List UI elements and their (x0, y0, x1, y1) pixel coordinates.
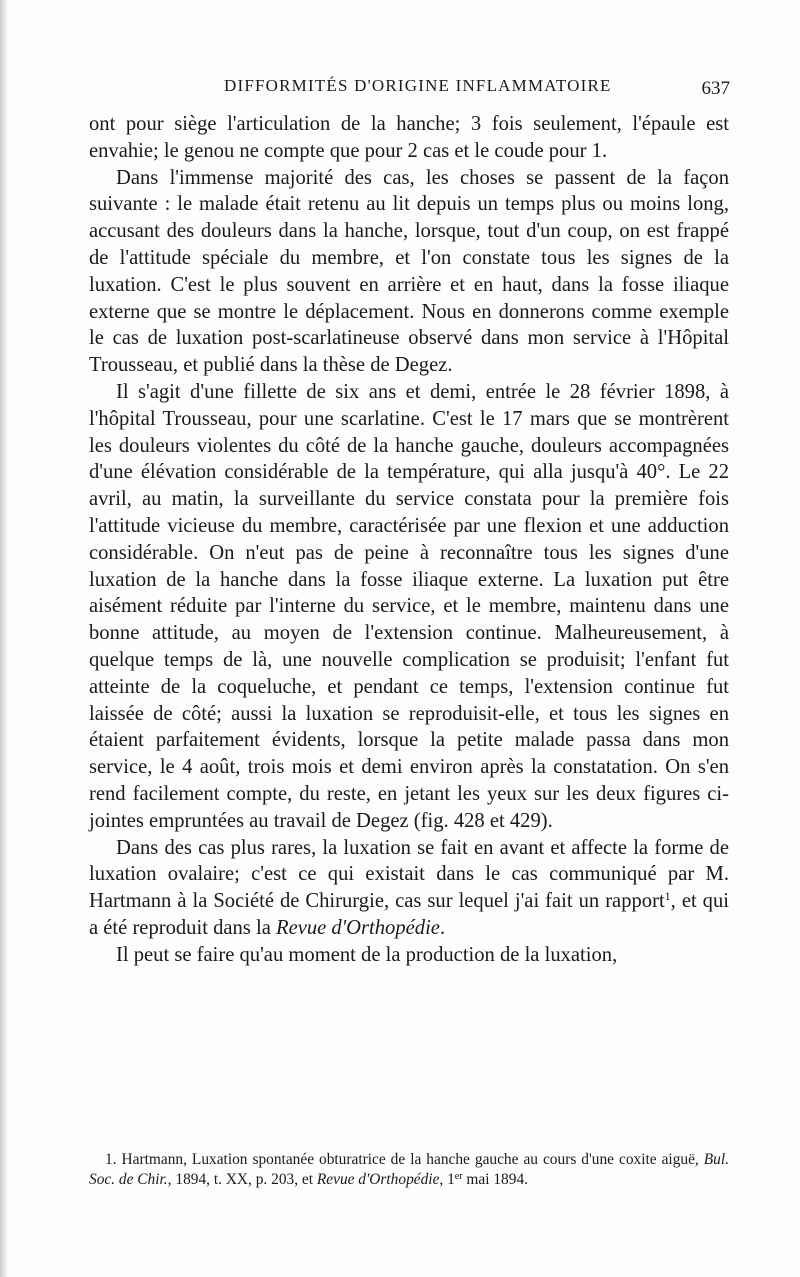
text-run: , et qui a été reproduit dans la (89, 890, 729, 939)
text-run: mai 1894. (462, 1170, 528, 1188)
paragraph (89, 379, 729, 835)
italic-text: Bul. Soc. de Chir. (89, 1151, 729, 1188)
author-name: M. Hartmann (89, 863, 729, 913)
footnote (89, 1150, 729, 1189)
body-text (89, 111, 729, 969)
text-run: . (439, 916, 446, 939)
page-number: 637 (701, 78, 730, 99)
text-run: ont pour siège l'articulation de la hanche; 3 fois seulement, l'épaule est envahie; le genou ne compte que pour 2 cas et le coude pour 1. (89, 113, 729, 162)
text-run: Il s'agit d'une fillette de six ans et demi, entrée le 28 février 1898, à l'hôpital Trousseau, pour une scarlatine. C'est le 17 mars que se montrèrent les douleurs violentes du côté de la hanche gauche, douleurs accompagnées d'une élévation considérable de la température, qui alla jusqu'à 40°. Le 22 avril, au matin, la surveillante du service constata pour la première fois l'attitude vicieuse du membre, caractérisée par une flexion et une adduction considérable. On n'eut pas de peine à reconnaître tous les signes d'une luxation de la hanche dans la fosse iliaque externe. La luxation put être aisément réduite par l'interne du service, et le membre, maintenu dans une bonne attitude, au moyen de l'extension continue. Malheureusement, à quelque temps de là, une nouvelle complication se produisit; l'enfant fut atteinte de la coqueluche, et pendant ce temps, l'extension continue fut laissée de côté; aussi la luxation se reproduisit-elle, et tous les signes en étaient parfaitement évidents, lorsque la petite malade passa dans mon service, le 4 août, trois mois et demi environ après la constatation. On s'en rend facilement compte, du reste, en jetant les yeux sur les deux figures ci-jointes empruntées au travail de Degez (fig. 428 et 429). (89, 380, 729, 832)
running-title: DIFFORMITÉS D'ORIGINE INFLAMMATOIRE (224, 76, 612, 95)
italic-text: Revue d'Orthopédie (316, 1170, 440, 1188)
footnotes (89, 1150, 729, 1189)
text-run: Il peut se faire qu'au moment de la production de la luxation, (116, 943, 618, 966)
superscript: 1 (664, 889, 671, 904)
superscript: er (454, 1170, 463, 1182)
paragraph (89, 942, 729, 969)
paragraph (89, 165, 729, 379)
text-run: Dans des cas plus rares, la luxation se fait en avant et affecte la forme de luxation ovalaire; c'est ce qui existait dans le cas communiqué par (89, 836, 729, 886)
text-run: Dans l'immense majorité des cas, les choses se passent de la façon suivante : le malade était retenu au lit depuis un temps plus ou moins long, accusant des douleurs dans la hanche, lorsque, tout d'un coup, on est frappé de l'attitude spéciale du membre, et l'on constate tous les signes de la luxation. C'est le plus souvent en arrière et en haut, dans la fosse iliaque externe que se montre le déplacement. Nous en donnerons comme exemple le cas de luxation post-scarlatineuse observé dans mon service à l'Hôpital Trousseau, et publié dans la thèse de Degez. (89, 166, 729, 377)
paragraph (89, 835, 729, 942)
text-run: , 1894, t. XX, p. 203, et (167, 1170, 317, 1188)
paragraph (89, 111, 729, 165)
italic-text: Revue d'Orthopédie (275, 916, 440, 939)
running-header (90, 76, 730, 102)
text-run: 1. Hartmann, Luxation spontanée obturatrice de la hanche gauche au cours d'une coxite aiguë, (105, 1151, 704, 1168)
text-run: à la Société de Chirurgie, cas sur lequel j'ai fait un rapport (171, 890, 665, 913)
text-run: , 1 (439, 1170, 455, 1188)
page-gutter-shadow (0, 0, 8, 1277)
